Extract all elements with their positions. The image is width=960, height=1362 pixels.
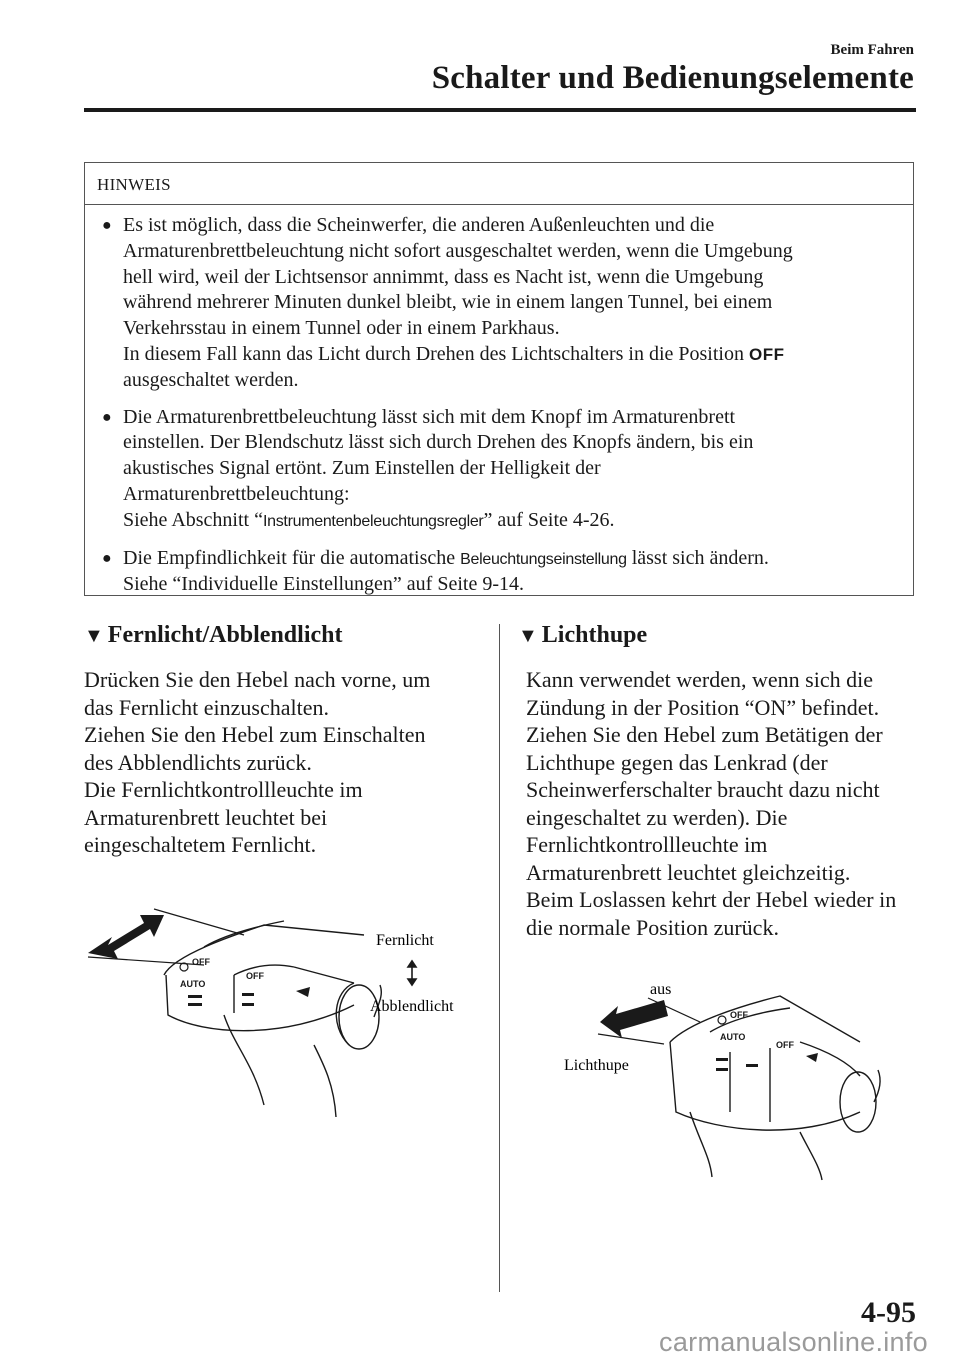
paragraph-line: des Abblendlichts zurück. — [84, 749, 312, 775]
note-text: In diesem Fall kann das Licht durch Drehen des Lichtschalters in die Position — [123, 342, 744, 365]
note-text: lässt sich ändern. — [626, 546, 769, 569]
bullet-icon: ● — [102, 549, 112, 567]
note-line: akustisches Signal ertönt. Zum Einstellen der Helligkeit der — [123, 457, 601, 480]
note-text: Die Empfindlichkeit für die automatische — [123, 546, 461, 569]
note-item-1 — [85, 213, 913, 394]
lichthupe-switch-illustration — [540, 972, 910, 1182]
paragraph-line: Die Fernlichtkontrollleuchte im — [84, 777, 363, 802]
section-heading-lichthupe — [518, 622, 647, 649]
page-title: Schalter und Bedienungselemente — [431, 60, 914, 96]
note-box — [84, 162, 914, 596]
lichthupe-label: Lichthupe — [564, 1057, 629, 1074]
fernlicht-switch-illustration — [84, 895, 484, 1125]
reference-title: Beleuchtungseinstellung — [460, 550, 627, 568]
paragraph-line: Zündung in der Position “ON” befindet. — [526, 694, 880, 720]
note-line: Siehe “Individuelle Einstellungen” auf Seite 9-14. — [123, 573, 524, 596]
note-line-reference — [123, 508, 891, 535]
lichthupe-paragraph — [526, 666, 926, 941]
paragraph-line: Armaturenbrett leuchtet gleichzeitig. — [526, 859, 851, 885]
paragraph-line: Drücken Sie den Hebel nach vorne, um — [84, 667, 431, 692]
section-label: Beim Fahren — [830, 42, 914, 58]
pull-arrow-icon — [600, 1000, 668, 1038]
switch-auto-label: AUTO — [180, 979, 206, 989]
paragraph-line: Beim Loslassen kehrt der Hebel wieder in — [526, 887, 897, 912]
note-title: HINWEIS — [97, 175, 171, 194]
paragraph-line: Lichthupe gegen das Lenkrad (der — [526, 749, 828, 775]
paragraph-line: die normale Position zurück. — [526, 914, 779, 940]
note-list — [85, 213, 913, 609]
paragraph-line: eingeschaltet zu werden). Die — [526, 804, 788, 830]
paragraph-line: Fernlichtkontrollleuchte im — [526, 832, 768, 857]
note-line: einstellen. Der Blendschutz lässt sich durch Drehen des Knopfs ändern, bis ein — [123, 431, 754, 454]
heading-text: Fernlicht/Abblendlicht — [107, 622, 343, 648]
paragraph-line: Ziehen Sie den Hebel zum Einschalten — [84, 722, 426, 747]
switch-off-label: OFF — [192, 957, 210, 967]
note-line-with-glyph — [123, 342, 891, 368]
column-divider — [499, 624, 500, 1292]
triangle-marker-icon: ▼ — [518, 625, 538, 647]
paragraph-line: das Fernlicht einzuschalten. — [84, 694, 329, 720]
triangle-marker-icon: ▼ — [84, 625, 104, 647]
reference-title: Instrumentenbeleuchtungsregler — [262, 512, 484, 530]
note-line: während mehrerer Minuten dunkel bleibt, wie in einem langen Tunnel, bei einem — [123, 291, 773, 314]
up-down-arrow-icon — [408, 961, 416, 985]
header-rule — [84, 108, 916, 112]
paragraph-line: Kann verwendet werden, wenn sich die — [526, 667, 873, 692]
fernlicht-label: Fernlicht — [376, 932, 434, 949]
note-line: Armaturenbrettbeleuchtung: — [123, 482, 350, 505]
note-line: hell wird, weil der Lichtsensor annimmt, dass es Nacht ist, wenn die Umgebung — [123, 265, 764, 288]
note-line: Die Armaturenbrettbeleuchtung lässt sich mit dem Knopf im Armaturenbrett — [123, 405, 736, 428]
note-item-2 — [85, 405, 913, 535]
note-item-3 — [85, 546, 913, 599]
off-position-icon: OFF — [748, 344, 785, 364]
switch-off-label: OFF — [246, 971, 264, 981]
aus-label: aus — [650, 981, 672, 998]
note-text: Siehe Abschnitt “ — [123, 508, 263, 531]
heading-text: Lichthupe — [541, 622, 648, 648]
fernlicht-paragraph — [84, 666, 484, 859]
bullet-icon: ● — [102, 408, 112, 426]
note-line: Armaturenbrettbeleuchtung nicht sofort ausgeschaltet werden, wenn die Umgebung — [123, 239, 793, 262]
paragraph-line: eingeschaltetem Fernlicht. — [84, 832, 317, 857]
note-line: Es ist möglich, dass die Scheinwerfer, die anderen Außenleuchten und die — [123, 214, 715, 236]
note-text: ” auf Seite 4-26. — [483, 508, 615, 531]
switch-auto-label: AUTO — [720, 1032, 746, 1042]
note-line: ausgeschaltet werden. — [123, 368, 299, 391]
watermark: carmanualsonline.info — [659, 1327, 928, 1357]
section-heading-fernlicht — [84, 622, 342, 649]
paragraph-line: Armaturenbrett leuchtet bei — [84, 804, 328, 830]
abblendlicht-label: Abblendlicht — [370, 998, 454, 1015]
page-number: 4-95 — [861, 1296, 916, 1329]
note-line-reference — [123, 546, 891, 573]
switch-off-label: OFF — [776, 1040, 794, 1050]
paragraph-line: Ziehen Sie den Hebel zum Betätigen der — [526, 722, 883, 747]
note-line: Verkehrsstau in einem Tunnel oder in einem Parkhaus. — [123, 317, 560, 340]
switch-off-label: OFF — [730, 1010, 748, 1020]
bullet-icon: ● — [102, 217, 112, 234]
forward-back-arrow-icon — [88, 915, 164, 959]
note-header — [85, 163, 913, 205]
paragraph-line: Scheinwerferschalter braucht dazu nicht — [526, 777, 880, 802]
